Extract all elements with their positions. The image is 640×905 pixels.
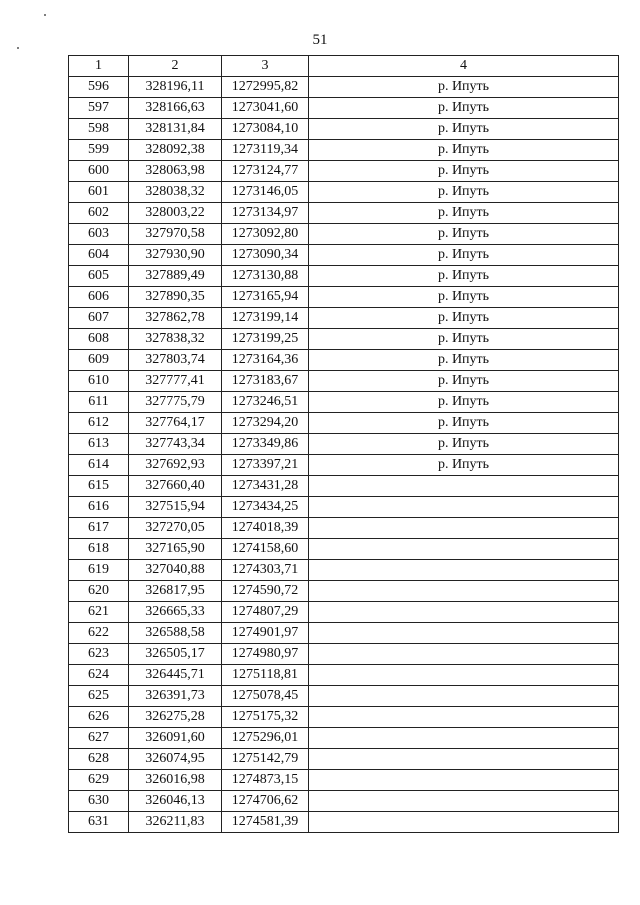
point-number-cell: 596 xyxy=(69,77,129,98)
point-number-cell: 597 xyxy=(69,98,129,119)
y-coordinate-cell: 1273146,05 xyxy=(222,182,309,203)
table-row xyxy=(69,413,619,434)
description-cell: р. Ипуть xyxy=(309,98,619,119)
point-number-cell: 601 xyxy=(69,182,129,203)
point-number-cell: 607 xyxy=(69,308,129,329)
point-number-cell: 616 xyxy=(69,497,129,518)
x-coordinate-cell: 326588,58 xyxy=(129,623,222,644)
point-number-cell: 624 xyxy=(69,665,129,686)
point-number-cell: 619 xyxy=(69,560,129,581)
table-row xyxy=(69,581,619,602)
table-row xyxy=(69,224,619,245)
description-cell: р. Ипуть xyxy=(309,140,619,161)
y-coordinate-cell: 1273199,25 xyxy=(222,329,309,350)
point-number-cell: 609 xyxy=(69,350,129,371)
x-coordinate-cell: 327165,90 xyxy=(129,539,222,560)
description-cell xyxy=(309,623,619,644)
y-coordinate-cell: 1275078,45 xyxy=(222,686,309,707)
y-coordinate-cell: 1273092,80 xyxy=(222,224,309,245)
y-coordinate-cell: 1274901,97 xyxy=(222,623,309,644)
description-cell: р. Ипуть xyxy=(309,119,619,140)
x-coordinate-cell: 328092,38 xyxy=(129,140,222,161)
point-number-cell: 600 xyxy=(69,161,129,182)
point-number-cell: 602 xyxy=(69,203,129,224)
description-cell: р. Ипуть xyxy=(309,350,619,371)
description-cell: р. Ипуть xyxy=(309,266,619,287)
y-coordinate-cell: 1273199,14 xyxy=(222,308,309,329)
x-coordinate-cell: 326445,71 xyxy=(129,665,222,686)
y-coordinate-cell: 1274590,72 xyxy=(222,581,309,602)
table-row xyxy=(69,812,619,833)
y-coordinate-cell: 1274158,60 xyxy=(222,539,309,560)
y-coordinate-cell: 1274581,39 xyxy=(222,812,309,833)
table-row xyxy=(69,518,619,539)
x-coordinate-cell: 327803,74 xyxy=(129,350,222,371)
y-coordinate-cell: 1273090,34 xyxy=(222,245,309,266)
description-cell xyxy=(309,791,619,812)
description-cell xyxy=(309,644,619,665)
table-row xyxy=(69,707,619,728)
table-row xyxy=(69,644,619,665)
x-coordinate-cell: 328131,84 xyxy=(129,119,222,140)
point-number-cell: 614 xyxy=(69,455,129,476)
point-number-cell: 629 xyxy=(69,770,129,791)
point-number-cell: 612 xyxy=(69,413,129,434)
y-coordinate-cell: 1273164,36 xyxy=(222,350,309,371)
header-col-1: 1 xyxy=(69,56,129,77)
x-coordinate-cell: 326505,17 xyxy=(129,644,222,665)
description-cell xyxy=(309,581,619,602)
table-row xyxy=(69,98,619,119)
description-cell xyxy=(309,539,619,560)
x-coordinate-cell: 328063,98 xyxy=(129,161,222,182)
x-coordinate-cell: 326211,83 xyxy=(129,812,222,833)
y-coordinate-cell: 1273134,97 xyxy=(222,203,309,224)
point-number-cell: 626 xyxy=(69,707,129,728)
point-number-cell: 598 xyxy=(69,119,129,140)
description-cell: р. Ипуть xyxy=(309,455,619,476)
coordinates-table xyxy=(68,55,619,833)
point-number-cell: 605 xyxy=(69,266,129,287)
point-number-cell: 628 xyxy=(69,749,129,770)
x-coordinate-cell: 326046,13 xyxy=(129,791,222,812)
description-cell: р. Ипуть xyxy=(309,245,619,266)
x-coordinate-cell: 327764,17 xyxy=(129,413,222,434)
point-number-cell: 604 xyxy=(69,245,129,266)
point-number-cell: 620 xyxy=(69,581,129,602)
point-number-cell: 627 xyxy=(69,728,129,749)
x-coordinate-cell: 327660,40 xyxy=(129,476,222,497)
x-coordinate-cell: 327970,58 xyxy=(129,224,222,245)
description-cell xyxy=(309,497,619,518)
page-number: 51 xyxy=(312,32,328,48)
description-cell: р. Ипуть xyxy=(309,161,619,182)
x-coordinate-cell: 327862,78 xyxy=(129,308,222,329)
x-coordinate-cell: 326665,33 xyxy=(129,602,222,623)
y-coordinate-cell: 1273397,21 xyxy=(222,455,309,476)
table-row xyxy=(69,455,619,476)
y-coordinate-cell: 1273130,88 xyxy=(222,266,309,287)
table-row xyxy=(69,791,619,812)
table-row xyxy=(69,140,619,161)
x-coordinate-cell: 326091,60 xyxy=(129,728,222,749)
x-coordinate-cell: 327270,05 xyxy=(129,518,222,539)
scan-speck xyxy=(44,14,46,16)
point-number-cell: 606 xyxy=(69,287,129,308)
table-row xyxy=(69,119,619,140)
description-cell: р. Ипуть xyxy=(309,224,619,245)
header-col-3: 3 xyxy=(222,56,309,77)
description-cell: р. Ипуть xyxy=(309,371,619,392)
scan-speck xyxy=(17,47,19,49)
point-number-cell: 610 xyxy=(69,371,129,392)
table-row xyxy=(69,308,619,329)
point-number-cell: 611 xyxy=(69,392,129,413)
point-number-cell: 621 xyxy=(69,602,129,623)
y-coordinate-cell: 1275296,01 xyxy=(222,728,309,749)
x-coordinate-cell: 328196,11 xyxy=(129,77,222,98)
point-number-cell: 615 xyxy=(69,476,129,497)
description-cell xyxy=(309,518,619,539)
y-coordinate-cell: 1274706,62 xyxy=(222,791,309,812)
x-coordinate-cell: 326391,73 xyxy=(129,686,222,707)
y-coordinate-cell: 1273246,51 xyxy=(222,392,309,413)
table-row xyxy=(69,77,619,98)
table-row xyxy=(69,497,619,518)
description-cell xyxy=(309,728,619,749)
point-number-cell: 613 xyxy=(69,434,129,455)
point-number-cell: 617 xyxy=(69,518,129,539)
table-row xyxy=(69,329,619,350)
y-coordinate-cell: 1274807,29 xyxy=(222,602,309,623)
x-coordinate-cell: 327692,93 xyxy=(129,455,222,476)
table-row xyxy=(69,203,619,224)
table-row xyxy=(69,434,619,455)
table-body xyxy=(69,77,619,833)
description-cell: р. Ипуть xyxy=(309,77,619,98)
x-coordinate-cell: 327743,34 xyxy=(129,434,222,455)
point-number-cell: 630 xyxy=(69,791,129,812)
y-coordinate-cell: 1273434,25 xyxy=(222,497,309,518)
x-coordinate-cell: 328003,22 xyxy=(129,203,222,224)
header-col-4: 4 xyxy=(309,56,619,77)
x-coordinate-cell: 326074,95 xyxy=(129,749,222,770)
point-number-cell: 608 xyxy=(69,329,129,350)
x-coordinate-cell: 326817,95 xyxy=(129,581,222,602)
header-row xyxy=(69,56,619,77)
x-coordinate-cell: 326275,28 xyxy=(129,707,222,728)
description-cell: р. Ипуть xyxy=(309,392,619,413)
table-row xyxy=(69,686,619,707)
y-coordinate-cell: 1272995,82 xyxy=(222,77,309,98)
point-number-cell: 618 xyxy=(69,539,129,560)
description-cell xyxy=(309,686,619,707)
y-coordinate-cell: 1273294,20 xyxy=(222,413,309,434)
table-row xyxy=(69,161,619,182)
table-row xyxy=(69,602,619,623)
table-row xyxy=(69,371,619,392)
table-row xyxy=(69,182,619,203)
y-coordinate-cell: 1275118,81 xyxy=(222,665,309,686)
table-row xyxy=(69,770,619,791)
table-row xyxy=(69,623,619,644)
description-cell: р. Ипуть xyxy=(309,413,619,434)
table-row xyxy=(69,245,619,266)
x-coordinate-cell: 327775,79 xyxy=(129,392,222,413)
description-cell xyxy=(309,770,619,791)
y-coordinate-cell: 1273119,34 xyxy=(222,140,309,161)
table-row xyxy=(69,728,619,749)
x-coordinate-cell: 327838,32 xyxy=(129,329,222,350)
table-row xyxy=(69,350,619,371)
point-number-cell: 622 xyxy=(69,623,129,644)
y-coordinate-cell: 1275142,79 xyxy=(222,749,309,770)
description-cell xyxy=(309,812,619,833)
table-row xyxy=(69,266,619,287)
x-coordinate-cell: 327515,94 xyxy=(129,497,222,518)
y-coordinate-cell: 1273349,86 xyxy=(222,434,309,455)
x-coordinate-cell: 328166,63 xyxy=(129,98,222,119)
description-cell: р. Ипуть xyxy=(309,329,619,350)
point-number-cell: 603 xyxy=(69,224,129,245)
x-coordinate-cell: 328038,32 xyxy=(129,182,222,203)
y-coordinate-cell: 1273165,94 xyxy=(222,287,309,308)
description-cell: р. Ипуть xyxy=(309,203,619,224)
table-row xyxy=(69,287,619,308)
description-cell xyxy=(309,602,619,623)
x-coordinate-cell: 326016,98 xyxy=(129,770,222,791)
description-cell: р. Ипуть xyxy=(309,434,619,455)
y-coordinate-cell: 1274018,39 xyxy=(222,518,309,539)
table-header xyxy=(69,56,619,77)
description-cell xyxy=(309,560,619,581)
description-cell: р. Ипуть xyxy=(309,308,619,329)
x-coordinate-cell: 327040,88 xyxy=(129,560,222,581)
table-row xyxy=(69,392,619,413)
y-coordinate-cell: 1273041,60 xyxy=(222,98,309,119)
x-coordinate-cell: 327777,41 xyxy=(129,371,222,392)
table-row xyxy=(69,665,619,686)
y-coordinate-cell: 1274873,15 xyxy=(222,770,309,791)
y-coordinate-cell: 1274980,97 xyxy=(222,644,309,665)
y-coordinate-cell: 1274303,71 xyxy=(222,560,309,581)
y-coordinate-cell: 1273183,67 xyxy=(222,371,309,392)
point-number-cell: 623 xyxy=(69,644,129,665)
description-cell xyxy=(309,749,619,770)
y-coordinate-cell: 1275175,32 xyxy=(222,707,309,728)
y-coordinate-cell: 1273084,10 xyxy=(222,119,309,140)
table-row xyxy=(69,560,619,581)
x-coordinate-cell: 327890,35 xyxy=(129,287,222,308)
table-row xyxy=(69,749,619,770)
header-col-2: 2 xyxy=(129,56,222,77)
description-cell: р. Ипуть xyxy=(309,182,619,203)
point-number-cell: 599 xyxy=(69,140,129,161)
point-number-cell: 625 xyxy=(69,686,129,707)
description-cell xyxy=(309,476,619,497)
table-row xyxy=(69,539,619,560)
description-cell: р. Ипуть xyxy=(309,287,619,308)
x-coordinate-cell: 327889,49 xyxy=(129,266,222,287)
description-cell xyxy=(309,665,619,686)
point-number-cell: 631 xyxy=(69,812,129,833)
x-coordinate-cell: 327930,90 xyxy=(129,245,222,266)
table-row xyxy=(69,476,619,497)
y-coordinate-cell: 1273431,28 xyxy=(222,476,309,497)
description-cell xyxy=(309,707,619,728)
y-coordinate-cell: 1273124,77 xyxy=(222,161,309,182)
